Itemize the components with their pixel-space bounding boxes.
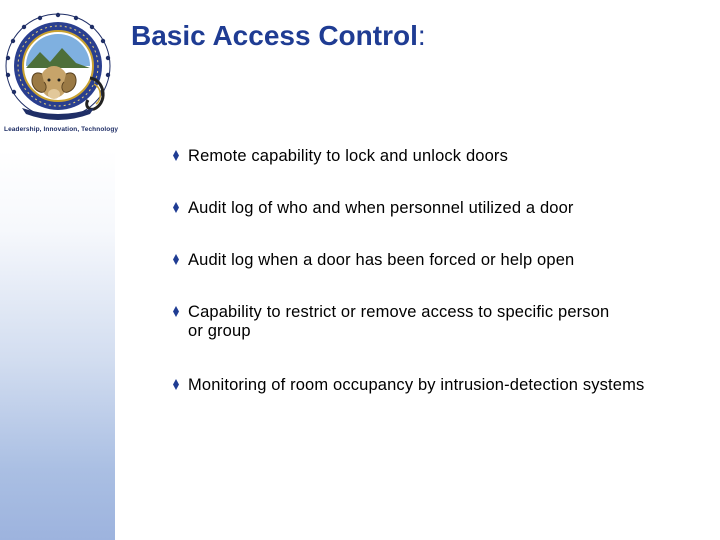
slide-sidebar xyxy=(0,0,119,540)
bullet-text: Audit log of who and when personnel utilized a door xyxy=(188,199,574,217)
diamond-bullet-icon xyxy=(173,306,179,317)
seal-icon xyxy=(4,8,112,126)
logo-caption: Leadership, Innovation, Technology xyxy=(4,126,119,133)
diamond-bullet-icon xyxy=(173,150,179,161)
diamond-bullet-icon xyxy=(173,379,179,390)
slide-title-text: Basic Access Control xyxy=(131,20,418,51)
ram-seal-logo xyxy=(4,8,119,138)
slide-title-colon: : xyxy=(417,20,426,51)
diamond-bullet-icon xyxy=(173,254,179,265)
bullet-text: Remote capability to lock and unlock doors xyxy=(188,147,508,165)
diamond-bullet-icon xyxy=(173,202,179,213)
bullet-text: Monitoring of room occupancy by intrusion-detection systems xyxy=(188,376,645,394)
slide-title xyxy=(131,20,426,52)
bullet-text: Capability to restrict or remove access to specific person or group xyxy=(188,303,610,340)
bullet-text: Audit log when a door has been forced or help open xyxy=(188,251,575,269)
